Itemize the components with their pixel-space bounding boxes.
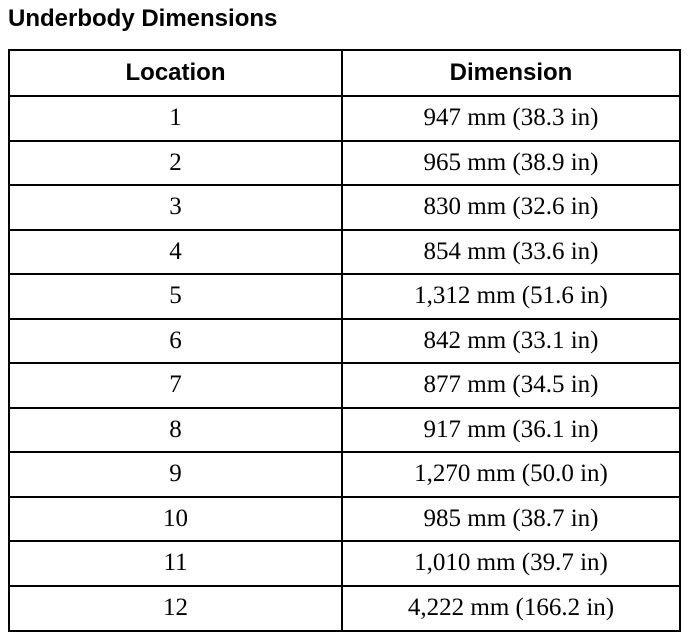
table-row <box>9 185 680 230</box>
location-cell: 8 <box>9 408 342 453</box>
dimension-cell: 842 mm (33.1 in) <box>342 319 680 364</box>
dimension-cell: 830 mm (32.6 in) <box>342 185 680 230</box>
table-row <box>9 274 680 319</box>
page-title: Underbody Dimensions <box>8 5 278 32</box>
table-row <box>9 586 680 631</box>
underbody-dimensions-table <box>8 49 681 632</box>
dimension-cell: 965 mm (38.9 in) <box>342 141 680 186</box>
table-header-row <box>9 50 680 96</box>
column-header-location: Location <box>9 50 342 96</box>
dimension-cell: 985 mm (38.7 in) <box>342 497 680 542</box>
dimension-cell: 1,270 mm (50.0 in) <box>342 452 680 497</box>
table-row <box>9 141 680 186</box>
table-row <box>9 541 680 586</box>
dimension-cell: 854 mm (33.6 in) <box>342 230 680 275</box>
dimension-cell: 4,222 mm (166.2 in) <box>342 586 680 631</box>
table-row <box>9 408 680 453</box>
dimension-cell: 1,312 mm (51.6 in) <box>342 274 680 319</box>
location-cell: 9 <box>9 452 342 497</box>
location-cell: 1 <box>9 96 342 141</box>
location-cell: 10 <box>9 497 342 542</box>
dimension-cell: 917 mm (36.1 in) <box>342 408 680 453</box>
column-header-dimension: Dimension <box>342 50 680 96</box>
location-cell: 12 <box>9 586 342 631</box>
table-row <box>9 230 680 275</box>
table-row <box>9 96 680 141</box>
location-cell: 11 <box>9 541 342 586</box>
location-cell: 6 <box>9 319 342 364</box>
dimension-cell: 947 mm (38.3 in) <box>342 96 680 141</box>
location-cell: 3 <box>9 185 342 230</box>
table-row <box>9 452 680 497</box>
dimension-cell: 877 mm (34.5 in) <box>342 363 680 408</box>
location-cell: 7 <box>9 363 342 408</box>
table-row <box>9 319 680 364</box>
dimension-cell: 1,010 mm (39.7 in) <box>342 541 680 586</box>
location-cell: 2 <box>9 141 342 186</box>
table-row <box>9 363 680 408</box>
location-cell: 4 <box>9 230 342 275</box>
location-cell: 5 <box>9 274 342 319</box>
table-row <box>9 497 680 542</box>
